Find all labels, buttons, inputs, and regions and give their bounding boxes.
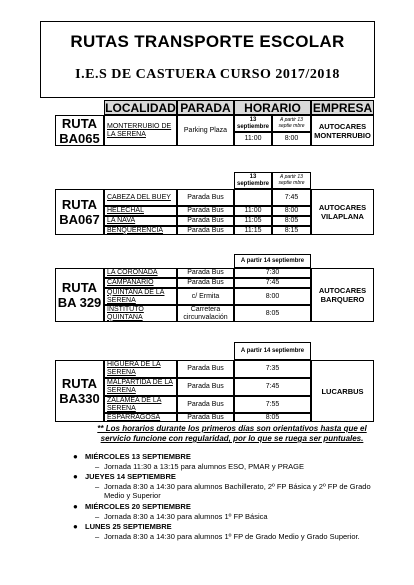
route-ba067-localidad-1: CABEZA DEL BUEY	[104, 189, 177, 206]
schedule-day-1: MIÉRCOLES 13 SEPTIEMBRE	[85, 452, 191, 461]
document-subtitle: I.E.S DE CASTUERA CURSO 2017/2018	[75, 67, 340, 82]
route-ba067-empresa: AUTOCARES VILAPLANA	[311, 189, 374, 235]
route-ba330-time-2: 7:45	[234, 378, 311, 396]
route-ba067-localidad-2: HELECHAL	[104, 206, 177, 216]
route-ba067-parada-1: Parada Bus	[177, 189, 234, 206]
route-ba329-time-2: 7:45	[234, 278, 311, 288]
schedule-day-4: LUNES 25 SEPTIEMBRE	[85, 522, 172, 531]
schedule-detail-3-row	[95, 512, 384, 521]
route-ba329-empresa: AUTOCARES BARQUERO	[311, 268, 374, 322]
route-ba067-time-b-1: 7:45	[272, 189, 311, 206]
route-ba065-parada: Parking Plaza	[177, 115, 234, 146]
route-ba330-time-4: 8:05	[234, 413, 311, 422]
route-ba329-time-1: 7:30	[234, 268, 311, 278]
schedule-detail-4: Jornada 8:30 a 14:30 para alumnos 1º FP de Grado Medio y Grado Superior.	[104, 532, 360, 541]
route-ba065-time-b: 8:00	[272, 132, 311, 146]
route-ba329-parada-1: Parada Bus	[177, 268, 234, 278]
bullet-icon: ●	[73, 452, 78, 461]
bullet-icon: ●	[73, 522, 78, 531]
route-ba067-time-a-2: 11:00	[234, 206, 272, 216]
route-ba065-label: RUTA BA065	[55, 115, 104, 146]
route-ba067-label: RUTA BA067	[55, 189, 104, 235]
route-ba065-date-13: 13 septiembre	[234, 115, 272, 132]
route-ba330-time-3: 7:55	[234, 396, 311, 413]
schedule-day-2: JUEYES 14 SEPTIEMBRE	[85, 472, 176, 481]
header-parada: PARADA	[177, 100, 234, 115]
route-ba329-parada-2: Parada Bus	[177, 278, 234, 288]
route-ba067-time-a-4: 11:15	[234, 226, 272, 235]
schedule-detail-1-row	[95, 462, 384, 471]
title-box	[40, 21, 375, 98]
document-title: RUTAS TRANSPORTE ESCOLAR	[70, 32, 345, 51]
route-ba065-time-a: 11:00	[234, 132, 272, 146]
route-ba067-time-b-3: 8:05	[272, 216, 311, 226]
route-ba330-label: RUTA BA330	[55, 360, 104, 422]
route-ba067-date-13: 13 septiembre	[234, 172, 272, 189]
route-ba330-date: A partir 14 septiembre	[234, 342, 311, 360]
schedule-detail-4-row	[95, 532, 384, 541]
route-ba330-parada-4: Parada Bus	[177, 413, 234, 422]
route-ba330-localidad-2: MALPARTIDA DE LA SERENA	[104, 378, 177, 396]
header-empresa: EMPRESA	[312, 100, 373, 115]
route-ba067-parada-3: Parada Bus	[177, 216, 234, 226]
route-ba329-localidad-1: LA CORONADA	[104, 268, 177, 278]
dash-icon: –	[95, 462, 100, 471]
schedule-day-3: MIÉRCOLES 20 SEPTIEMBRE	[85, 502, 191, 511]
route-ba330-parada-3: Parada Bus	[177, 396, 234, 413]
route-ba330-empresa: LUCARBUS	[311, 360, 374, 422]
schedule-item-4	[73, 522, 385, 531]
route-ba330-localidad-3: ZALAMEA DE LA SERENA	[104, 396, 177, 413]
dash-icon: –	[95, 532, 100, 541]
header-horario: HORARIO	[234, 100, 311, 115]
schedule-item-2	[73, 472, 385, 481]
header-localidad: LOCALIDAD	[105, 100, 176, 115]
schedule-detail-1: Jornada 11:30 a 13:15 para alumnos ESO, PMAR y PRAGE	[104, 462, 304, 471]
route-ba329-parada-3: c/ Ermita	[177, 288, 234, 305]
route-ba067-date-from13: A partir 13 septie mbre	[272, 172, 311, 189]
route-ba329-localidad-4: INSTITUTO QUINTANA	[104, 305, 177, 322]
route-ba329-time-4: 8:05	[234, 305, 311, 322]
route-ba329-date: A partir 14 septiembre	[234, 254, 311, 268]
schedule-detail-2: Jornada 8:30 a 14:30 para alumnos Bachillerato, 2º FP Básica y 2º FP de Grado Medio y Superior	[104, 482, 371, 500]
bullet-icon: ●	[73, 502, 78, 511]
route-ba330-localidad-1: HIGUERA DE LA SERENA	[104, 360, 177, 378]
route-ba067-time-a-1	[234, 189, 272, 206]
schedule-item-3	[73, 502, 385, 511]
route-ba067-localidad-3: LA NAVA	[104, 216, 177, 226]
schedule-item-1	[73, 452, 385, 461]
route-ba067-parada-4: Parada Bus	[177, 226, 234, 235]
route-ba067-time-b-2: 8:00	[272, 206, 311, 216]
route-ba330-parada-1: Parada Bus	[177, 360, 234, 378]
route-ba329-label: RUTA BA 329	[55, 268, 104, 322]
route-ba065-date-from13: A partir 13 septie mbre	[272, 115, 311, 132]
bullet-icon: ●	[73, 472, 78, 481]
route-ba329-localidad-3: QUINTANA DE LA SERENA	[104, 288, 177, 305]
route-ba065-empresa: AUTOCARES MONTERRUBIO	[311, 115, 374, 146]
route-ba067-localidad-4: BENQUERENCIA	[104, 226, 177, 235]
route-ba330-time-1: 7:35	[234, 360, 311, 378]
route-ba065-localidad: MONTERRUBIO DE LA SERENA	[104, 115, 177, 146]
route-ba330-parada-2: Parada Bus	[177, 378, 234, 396]
schedule-detail-3: Jornada 8:30 a 14:30 para alumnos 1º FP Básica	[104, 512, 268, 521]
route-ba329-time-3: 8:00	[234, 288, 311, 305]
route-ba067-parada-2: Parada Bus	[177, 206, 234, 216]
route-ba067-time-a-3: 11:05	[234, 216, 272, 226]
route-ba330-localidad-4: ESPARRAGOSA	[104, 413, 177, 422]
route-ba329-localidad-2: CAMPANARIO	[104, 278, 177, 288]
schedule-note: ** Los horarios durante los primeros días son orientativos hasta que el servicio funcione con regularidad, por lo que se ruega ser puntuales.	[97, 424, 367, 443]
dash-icon: –	[95, 482, 100, 491]
route-ba067-time-b-4: 8:15	[272, 226, 311, 235]
schedule-detail-2-row	[95, 482, 384, 500]
dash-icon: –	[95, 512, 100, 521]
route-ba329-parada-4: Carretera circunvalación	[177, 305, 234, 322]
